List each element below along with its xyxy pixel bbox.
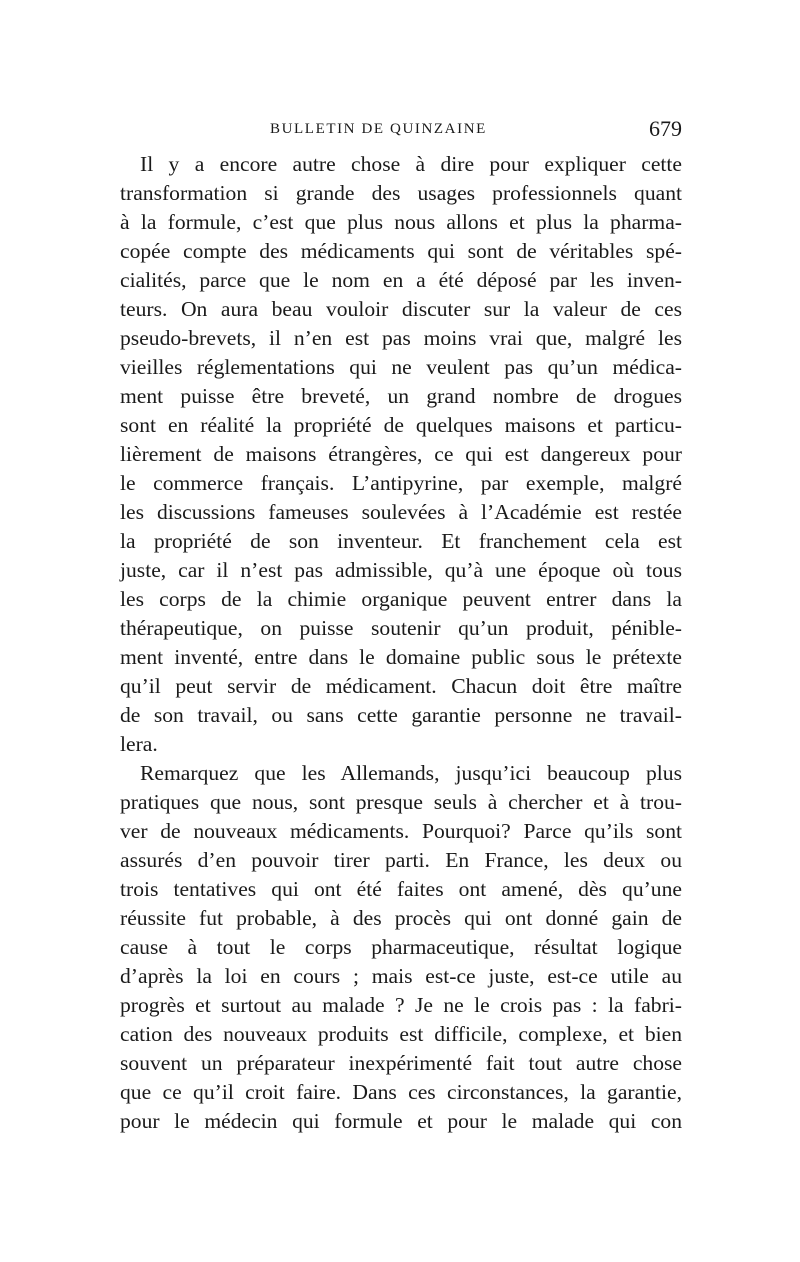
- text-line: teurs. On aura beau vouloir discuter sur la valeur de ces: [120, 297, 682, 321]
- text-line: souvent un préparateur inexpérimenté fait tout autre chose: [120, 1051, 682, 1075]
- text-line: cause à tout le corps pharmaceutique, résultat logique: [120, 935, 682, 959]
- text-line: Remarquez que les Allemands, jusqu’ici beaucoup plus: [140, 761, 682, 785]
- text-line: les discussions fameuses soulevées à l’Académie est restée: [120, 500, 682, 524]
- page-number: 679: [649, 116, 682, 141]
- text-line: à la formule, c’est que plus nous allons et plus la pharma-: [120, 210, 682, 234]
- text-line: les corps de la chimie organique peuvent entrer dans la: [120, 587, 682, 611]
- text-line: la propriété de son inventeur. Et franchement cela est: [120, 529, 682, 553]
- body-text: [120, 150, 682, 1136]
- text-line: lera.: [120, 732, 158, 756]
- text-line: thérapeutique, on puisse soutenir qu’un produit, pénible-: [120, 616, 682, 640]
- text-line: vieilles réglementations qui ne veulent pas qu’un médica-: [120, 355, 682, 379]
- text-line: copée compte des médicaments qui sont de véritables spé-: [120, 239, 682, 263]
- page-header: [120, 116, 682, 142]
- text-line: qu’il peut servir de médicament. Chacun doit être maître: [120, 674, 682, 698]
- text-line: pseudo-brevets, il n’en est pas moins vrai que, malgré les: [120, 326, 682, 350]
- running-title: BULLETIN DE QUINZAINE: [270, 121, 487, 137]
- text-line: cation des nouveaux produits est difficile, complexe, et bien: [120, 1022, 682, 1046]
- paragraph: [120, 150, 682, 759]
- text-line: Il y a encore autre chose à dire pour expliquer cette: [140, 152, 682, 176]
- text-line: de son travail, ou sans cette garantie personne ne travail-: [120, 703, 682, 727]
- text-line: pratiques que nous, sont presque seuls à chercher et à trou-: [120, 790, 682, 814]
- paragraph: [120, 759, 682, 1136]
- text-line: pour le médecin qui formule et pour le malade qui con: [120, 1109, 682, 1133]
- text-line: d’après la loi en cours ; mais est-ce juste, est-ce utile au: [120, 964, 682, 988]
- text-line: assurés d’en pouvoir tirer parti. En France, les deux ou: [120, 848, 682, 872]
- text-line: réussite fut probable, à des procès qui ont donné gain de: [120, 906, 682, 930]
- text-line: transformation si grande des usages professionnels quant: [120, 181, 682, 205]
- text-line: ment puisse être breveté, un grand nombre de drogues: [120, 384, 682, 408]
- text-line: que ce qu’il croit faire. Dans ces circonstances, la garantie,: [120, 1080, 682, 1104]
- text-line: sont en réalité la propriété de quelques maisons et particu-: [120, 413, 682, 437]
- text-line: ment inventé, entre dans le domaine public sous le prétexte: [120, 645, 682, 669]
- text-line: lièrement de maisons étrangères, ce qui est dangereux pour: [120, 442, 682, 466]
- text-line: progrès et surtout au malade ? Je ne le crois pas : la fabri-: [120, 993, 682, 1017]
- text-line: le commerce français. L’antipyrine, par exemple, malgré: [120, 471, 682, 495]
- text-line: juste, car il n’est pas admissible, qu’à une époque où tous: [120, 558, 682, 582]
- text-line: trois tentatives qui ont été faites ont amené, dès qu’une: [120, 877, 682, 901]
- text-line: ver de nouveaux médicaments. Pourquoi? Parce qu’ils sont: [120, 819, 682, 843]
- text-line: cialités, parce que le nom en a été déposé par les inven-: [120, 268, 682, 292]
